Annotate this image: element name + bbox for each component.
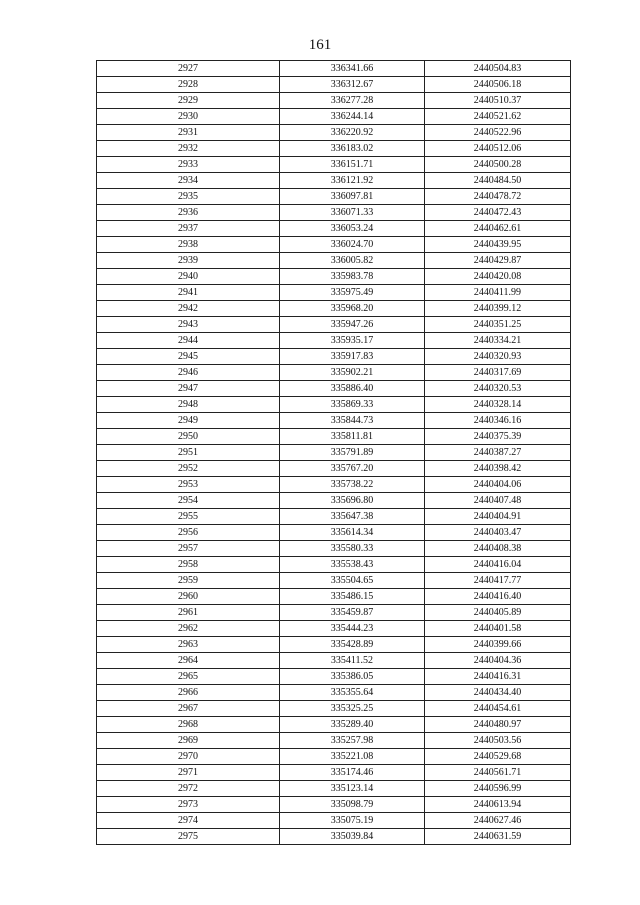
table-row: [97, 445, 571, 461]
y-coordinate-cell: 2440627.46: [425, 813, 571, 829]
point-number-cell: 2947: [97, 381, 280, 397]
table-row: [97, 813, 571, 829]
x-coordinate-cell: 335767.20: [280, 461, 425, 477]
point-number-cell: 2967: [97, 701, 280, 717]
y-coordinate-cell: 2440351.25: [425, 317, 571, 333]
x-coordinate-cell: 335123.14: [280, 781, 425, 797]
table-row: [97, 125, 571, 141]
table-row: [97, 493, 571, 509]
x-coordinate-cell: 335983.78: [280, 269, 425, 285]
y-coordinate-cell: 2440478.72: [425, 189, 571, 205]
table-row: [97, 333, 571, 349]
point-number-cell: 2971: [97, 765, 280, 781]
y-coordinate-cell: 2440320.93: [425, 349, 571, 365]
y-coordinate-cell: 2440416.31: [425, 669, 571, 685]
table-row: [97, 637, 571, 653]
point-number-cell: 2931: [97, 125, 280, 141]
point-number-cell: 2928: [97, 77, 280, 93]
y-coordinate-cell: 2440510.37: [425, 93, 571, 109]
x-coordinate-cell: 335975.49: [280, 285, 425, 301]
y-coordinate-cell: 2440408.38: [425, 541, 571, 557]
x-coordinate-cell: 335355.64: [280, 685, 425, 701]
x-coordinate-cell: 335738.22: [280, 477, 425, 493]
table-row: [97, 413, 571, 429]
table-row: [97, 525, 571, 541]
point-number-cell: 2948: [97, 397, 280, 413]
x-coordinate-cell: 335886.40: [280, 381, 425, 397]
y-coordinate-cell: 2440399.12: [425, 301, 571, 317]
table-row: [97, 829, 571, 845]
x-coordinate-cell: 336121.92: [280, 173, 425, 189]
x-coordinate-cell: 336244.14: [280, 109, 425, 125]
x-coordinate-cell: 335386.05: [280, 669, 425, 685]
point-number-cell: 2973: [97, 797, 280, 813]
table-row: [97, 253, 571, 269]
y-coordinate-cell: 2440631.59: [425, 829, 571, 845]
point-number-cell: 2950: [97, 429, 280, 445]
table-row: [97, 381, 571, 397]
y-coordinate-cell: 2440416.40: [425, 589, 571, 605]
point-number-cell: 2962: [97, 621, 280, 637]
point-number-cell: 2937: [97, 221, 280, 237]
x-coordinate-cell: 335174.46: [280, 765, 425, 781]
point-number-cell: 2960: [97, 589, 280, 605]
table-row: [97, 605, 571, 621]
point-number-cell: 2957: [97, 541, 280, 557]
point-number-cell: 2941: [97, 285, 280, 301]
table-row: [97, 669, 571, 685]
point-number-cell: 2949: [97, 413, 280, 429]
y-coordinate-cell: 2440416.04: [425, 557, 571, 573]
x-coordinate-cell: 335917.83: [280, 349, 425, 365]
x-coordinate-cell: 335902.21: [280, 365, 425, 381]
point-number-cell: 2939: [97, 253, 280, 269]
table-row: [97, 301, 571, 317]
y-coordinate-cell: 2440404.91: [425, 509, 571, 525]
table-row: [97, 237, 571, 253]
y-coordinate-cell: 2440434.40: [425, 685, 571, 701]
table-row: [97, 477, 571, 493]
x-coordinate-cell: 335221.08: [280, 749, 425, 765]
x-coordinate-cell: 335647.38: [280, 509, 425, 525]
coordinate-table-body: [97, 61, 571, 845]
table-row: [97, 285, 571, 301]
table-row: [97, 349, 571, 365]
x-coordinate-cell: 336312.67: [280, 77, 425, 93]
table-row: [97, 781, 571, 797]
coordinate-table: [96, 60, 571, 845]
y-coordinate-cell: 2440529.68: [425, 749, 571, 765]
table-row: [97, 749, 571, 765]
x-coordinate-cell: 336005.82: [280, 253, 425, 269]
point-number-cell: 2940: [97, 269, 280, 285]
y-coordinate-cell: 2440375.39: [425, 429, 571, 445]
table-row: [97, 189, 571, 205]
x-coordinate-cell: 335504.65: [280, 573, 425, 589]
point-number-cell: 2959: [97, 573, 280, 589]
point-number-cell: 2929: [97, 93, 280, 109]
x-coordinate-cell: 335811.81: [280, 429, 425, 445]
table-row: [97, 365, 571, 381]
point-number-cell: 2972: [97, 781, 280, 797]
point-number-cell: 2968: [97, 717, 280, 733]
point-number-cell: 2975: [97, 829, 280, 845]
x-coordinate-cell: 335325.25: [280, 701, 425, 717]
table-row: [97, 317, 571, 333]
x-coordinate-cell: 335869.33: [280, 397, 425, 413]
point-number-cell: 2965: [97, 669, 280, 685]
point-number-cell: 2932: [97, 141, 280, 157]
x-coordinate-cell: 335696.80: [280, 493, 425, 509]
table-row: [97, 557, 571, 573]
point-number-cell: 2956: [97, 525, 280, 541]
point-number-cell: 2955: [97, 509, 280, 525]
x-coordinate-cell: 336277.28: [280, 93, 425, 109]
point-number-cell: 2935: [97, 189, 280, 205]
table-row: [97, 269, 571, 285]
y-coordinate-cell: 2440484.50: [425, 173, 571, 189]
x-coordinate-cell: 335098.79: [280, 797, 425, 813]
point-number-cell: 2963: [97, 637, 280, 653]
y-coordinate-cell: 2440346.16: [425, 413, 571, 429]
x-coordinate-cell: 335947.26: [280, 317, 425, 333]
table-row: [97, 109, 571, 125]
point-number-cell: 2964: [97, 653, 280, 669]
y-coordinate-cell: 2440504.83: [425, 61, 571, 77]
x-coordinate-cell: 335935.17: [280, 333, 425, 349]
table-row: [97, 173, 571, 189]
point-number-cell: 2944: [97, 333, 280, 349]
table-row: [97, 429, 571, 445]
y-coordinate-cell: 2440334.21: [425, 333, 571, 349]
point-number-cell: 2927: [97, 61, 280, 77]
point-number-cell: 2969: [97, 733, 280, 749]
table-row: [97, 653, 571, 669]
y-coordinate-cell: 2440417.77: [425, 573, 571, 589]
y-coordinate-cell: 2440407.48: [425, 493, 571, 509]
x-coordinate-cell: 335039.84: [280, 829, 425, 845]
x-coordinate-cell: 336024.70: [280, 237, 425, 253]
y-coordinate-cell: 2440454.61: [425, 701, 571, 717]
table-row: [97, 93, 571, 109]
x-coordinate-cell: 335459.87: [280, 605, 425, 621]
point-number-cell: 2974: [97, 813, 280, 829]
table-row: [97, 701, 571, 717]
point-number-cell: 2952: [97, 461, 280, 477]
x-coordinate-cell: 335075.19: [280, 813, 425, 829]
table-row: [97, 541, 571, 557]
y-coordinate-cell: 2440503.56: [425, 733, 571, 749]
table-row: [97, 157, 571, 173]
table-row: [97, 77, 571, 93]
x-coordinate-cell: 335289.40: [280, 717, 425, 733]
x-coordinate-cell: 336183.02: [280, 141, 425, 157]
y-coordinate-cell: 2440403.47: [425, 525, 571, 541]
table-row: [97, 797, 571, 813]
y-coordinate-cell: 2440387.27: [425, 445, 571, 461]
y-coordinate-cell: 2440462.61: [425, 221, 571, 237]
y-coordinate-cell: 2440512.06: [425, 141, 571, 157]
x-coordinate-cell: 335844.73: [280, 413, 425, 429]
table-row: [97, 733, 571, 749]
point-number-cell: 2954: [97, 493, 280, 509]
x-coordinate-cell: 335614.34: [280, 525, 425, 541]
point-number-cell: 2946: [97, 365, 280, 381]
point-number-cell: 2958: [97, 557, 280, 573]
x-coordinate-cell: 336220.92: [280, 125, 425, 141]
x-coordinate-cell: 336053.24: [280, 221, 425, 237]
point-number-cell: 2961: [97, 605, 280, 621]
x-coordinate-cell: 336071.33: [280, 205, 425, 221]
y-coordinate-cell: 2440506.18: [425, 77, 571, 93]
x-coordinate-cell: 335486.15: [280, 589, 425, 605]
point-number-cell: 2953: [97, 477, 280, 493]
table-row: [97, 573, 571, 589]
point-number-cell: 2942: [97, 301, 280, 317]
point-number-cell: 2945: [97, 349, 280, 365]
y-coordinate-cell: 2440500.28: [425, 157, 571, 173]
table-row: [97, 61, 571, 77]
x-coordinate-cell: 336341.66: [280, 61, 425, 77]
y-coordinate-cell: 2440521.62: [425, 109, 571, 125]
x-coordinate-cell: 335580.33: [280, 541, 425, 557]
y-coordinate-cell: 2440401.58: [425, 621, 571, 637]
table-row: [97, 589, 571, 605]
y-coordinate-cell: 2440405.89: [425, 605, 571, 621]
y-coordinate-cell: 2440472.43: [425, 205, 571, 221]
table-row: [97, 461, 571, 477]
y-coordinate-cell: 2440404.06: [425, 477, 571, 493]
y-coordinate-cell: 2440404.36: [425, 653, 571, 669]
x-coordinate-cell: 335968.20: [280, 301, 425, 317]
y-coordinate-cell: 2440320.53: [425, 381, 571, 397]
table-row: [97, 509, 571, 525]
y-coordinate-cell: 2440561.71: [425, 765, 571, 781]
y-coordinate-cell: 2440317.69: [425, 365, 571, 381]
point-number-cell: 2936: [97, 205, 280, 221]
x-coordinate-cell: 335538.43: [280, 557, 425, 573]
point-number-cell: 2934: [97, 173, 280, 189]
y-coordinate-cell: 2440429.87: [425, 253, 571, 269]
table-row: [97, 765, 571, 781]
point-number-cell: 2930: [97, 109, 280, 125]
point-number-cell: 2951: [97, 445, 280, 461]
y-coordinate-cell: 2440480.97: [425, 717, 571, 733]
x-coordinate-cell: 336151.71: [280, 157, 425, 173]
y-coordinate-cell: 2440411.99: [425, 285, 571, 301]
table-row: [97, 621, 571, 637]
y-coordinate-cell: 2440613.94: [425, 797, 571, 813]
point-number-cell: 2966: [97, 685, 280, 701]
y-coordinate-cell: 2440398.42: [425, 461, 571, 477]
point-number-cell: 2933: [97, 157, 280, 173]
x-coordinate-cell: 335428.89: [280, 637, 425, 653]
x-coordinate-cell: 335791.89: [280, 445, 425, 461]
table-row: [97, 397, 571, 413]
page-number: 161: [308, 37, 332, 53]
y-coordinate-cell: 2440328.14: [425, 397, 571, 413]
y-coordinate-cell: 2440439.95: [425, 237, 571, 253]
x-coordinate-cell: 335411.52: [280, 653, 425, 669]
point-number-cell: 2970: [97, 749, 280, 765]
table-row: [97, 685, 571, 701]
point-number-cell: 2943: [97, 317, 280, 333]
x-coordinate-cell: 336097.81: [280, 189, 425, 205]
table-row: [97, 221, 571, 237]
point-number-cell: 2938: [97, 237, 280, 253]
x-coordinate-cell: 335257.98: [280, 733, 425, 749]
table-row: [97, 205, 571, 221]
table-row: [97, 717, 571, 733]
y-coordinate-cell: 2440596.99: [425, 781, 571, 797]
table-row: [97, 141, 571, 157]
y-coordinate-cell: 2440420.08: [425, 269, 571, 285]
y-coordinate-cell: 2440522.96: [425, 125, 571, 141]
x-coordinate-cell: 335444.23: [280, 621, 425, 637]
y-coordinate-cell: 2440399.66: [425, 637, 571, 653]
